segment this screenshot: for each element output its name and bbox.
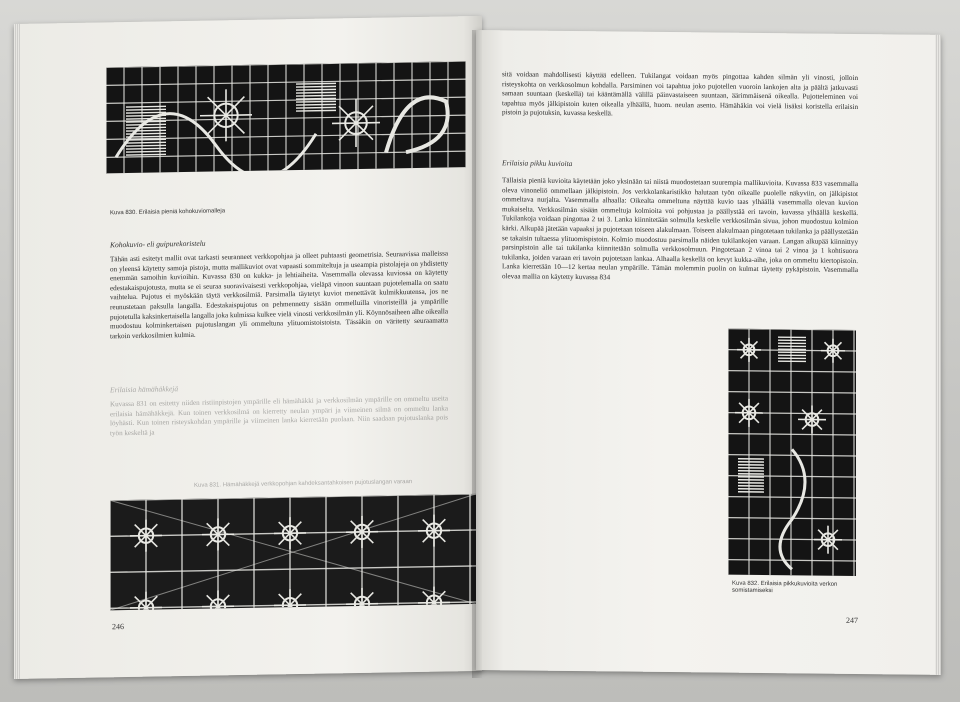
right-page-edges [935,35,941,675]
darned-fill [296,104,336,105]
spider-spoke [226,115,244,134]
darned-fill [126,148,166,149]
right-page-number: 247 [846,615,858,626]
spider-spoke [434,602,445,610]
darned-fill [296,101,336,102]
spider-spoke [339,106,356,123]
figure-832-caption: Kuva 832. Erilaisia pikkukuvioita verkon somistamiseksi [732,580,838,595]
darned-fill [126,145,166,146]
net-grid-line [728,455,856,456]
leaf-motif [386,97,448,153]
darned-fill [126,127,166,128]
darned-fill [126,106,166,107]
spider-spoke [339,123,356,140]
left-faded-heading: Erilaisia hämähäkkejä [110,384,179,395]
figure-832-image [728,329,856,576]
figure-830-image [106,61,466,173]
darned-fill [126,124,166,125]
spider-spoke [423,603,434,611]
net-grid-line [728,497,856,498]
net-grid-line [110,494,476,500]
darned-fill [296,89,336,90]
spider-spoke [208,115,226,134]
darned-fill [126,151,166,152]
right-section-heading: Erilaisia pikku kuvioita [502,158,573,169]
darned-fill [296,92,336,93]
darned-fill [126,112,166,113]
net-grid-line [110,566,476,572]
book-gutter [472,30,482,678]
net-grid-line [728,329,856,330]
darned-fill [126,154,166,155]
net-grid-line [728,560,856,561]
figure-830-caption: Kuva 830. Erilaisia pieniä kohokuviomalleja [110,208,226,217]
darned-fill [126,109,166,110]
darned-fill [296,110,336,111]
right-page [476,30,941,675]
net-grid-line [728,371,856,372]
left-faded-paragraph: Kuvassa 831 on esitetty niiden ristiinpistojen ympärille eli hämähäkki ja verkkosilmän ympärille on ommeltu useita erilaisia hämähäkkejä. Kun toinen verkkosilmä on kierretty neulan ympäri ja viimeinen silmä on ommeltu lanka löyhästi. Kun toinen risteyskohdan ympärille ja viimeinen lanka kierretään puolaan. Niin saadaan pujotuslanka pois työn keskeltä ja [110,394,448,438]
right-top-paragraph: sitä voidaan mahdollisesti käyttää edelleen. Tukilangat voidaan myös pingottaa kahden silmän yli vinosti, jolloin risteyskohta on verkkosolmun kohdalla. Parsiminen voi tapahtua joko pujotellen vuoroin lankojen alta ja päältä jatkuvasti samaan suuntaan (keskellä) tai kääntämällä välillä päinvastaiseen suuntaan, äärimmäisenä oikealla. Pujotteleminen voi tapahtua myös jälkipistoin kuten oikealla ylhäällä, huom. neulan asento. Hämähäkin voi vielä lisäksi koristella erilaisin pistoin ja pujotuksin, kuvassa keskellä. [502,70,858,118]
right-paragraph: Tällaisia pieniä kuvioita käytetään joko yksinään tai niistä muodostetaan suurempia mallikuvioita. Kuvassa 833 vasemmalla oleva vinoneliö ommellaan jälkipistoin. Jos verkkolankaristikko halutaan työn oikealle puolelle näkyviin, on jälkipistot ommeltava nurjalta. Vasemmalla alhaalla: Oikealta ommeltuna näyttää kuvio taas ylhäällä vasemmalla olevan kuvion mukaiselta. Verkkosilmän sisään ommeltuja kolmioita voi pohjustaa ja päällystää eri tavoin, kuvassa ylhäällä keskellä. Tukilankoja voidaan pingottaa 2 tai 3. Lanka kiinnitetään solmulla keskelle verkkosilmän sivua, johon muodostuu kolmion kärki. Alkupää jätetään vapaaksi ja pujotetaan toiseen alakulmaan. Toiseen alakulmaan pingotetaan tukilanka ja päällystetään se takaisin tultaessa ylituomispistoin. Kolmio muodostuu parsimalla näiden tukilankojen varaan. Langan alkupää kiinnittyy parsinpistoin alle tai tukilanka kiinnitetään solmulla verkkosolmuun. Pingotetaan 2 vinoa tai 2 vinoa ja 1 kohtisuora tukilanka, joiden varaan eri tavoin pujotetaan lankaa. Alhaalla keskellä on kevyt kukka-aihe, joka on ommeltu kiertopistoin. Lanka kierretään 10—12 kertaa neulan ympärille. Tämän molemmin puolin on kulmat täytetty pykäpistoin. Vasemmalla olevaa mallia on käytetty kuvassa 834 [502,176,858,282]
left-section-heading: Kohokuvio- eli guipurekoristelu [110,238,206,250]
diagonal-thread [110,494,476,610]
left-page-edges [14,24,20,679]
left-page-number: 246 [112,622,124,632]
vine-motif [780,449,805,569]
spider-spoke [226,97,244,116]
left-paragraph: Tähän asti esitetyt mallit ovat tarkasti seuranneet verkkopohjaa ja olleet puhtaasti geometrisia. Seuraavissa malleissa on yleensä käytetty samoja pistoja, mutta mallikuviot ovat vapaasti sommiteltuja ja useampia pistolajeja on yhdistetty enemmän samoihin kuvioihin. Kuvassa 830 on kukka- ja lehtiaiheita. Vasemmalla olevassa kuviossa on käytetty edestakaispujotusta, mutta se ei seuraa suoravivaisesti verkkopohjaa, vieläpä vinoon suuntaan pujotelemalla on saatu vaihtelua. Pujotus ei myöskään täytä verkkosilmiä. Parsimalla täytetyt kuviot menettävät kulmikkuutensa, jos ne reunustetaan paksulla langalla. Edestakaispujotus on pehmennetty sisään ommelluilla vinoristeillä ja ympärille pujotetulla kaksinkertaisella langalla joka kulmissa kulkee vielä vinosti verkkosilmän yli. Köynnösaiheen alhe oikealla muodostuu kolminkertaisen pujotuslangan yli ommeltuna ylituomistoistoista. Tässäkin on väritetty seuraamatta tarkoin verkkosilmien kulmia. [110,249,448,341]
darned-fill [126,118,166,119]
darned-fill [126,142,166,143]
darned-fill [296,95,336,96]
darned-fill [296,83,336,84]
darned-fill [126,139,166,140]
figure-831-caption: Kuva 831. Hämähäkkejä verkkopohjan kahdeksantahkoisen pujotuslangan varaan [194,479,413,489]
figure-831-image [110,494,476,610]
spider-spoke [208,97,226,116]
spider-spoke [362,604,373,611]
darned-fill [296,86,336,87]
darned-fill [296,98,336,99]
darned-fill [126,130,166,131]
net-grid-line [728,392,856,393]
left-page [14,16,482,679]
net-grid-line [728,434,856,435]
darned-fill [296,107,336,108]
